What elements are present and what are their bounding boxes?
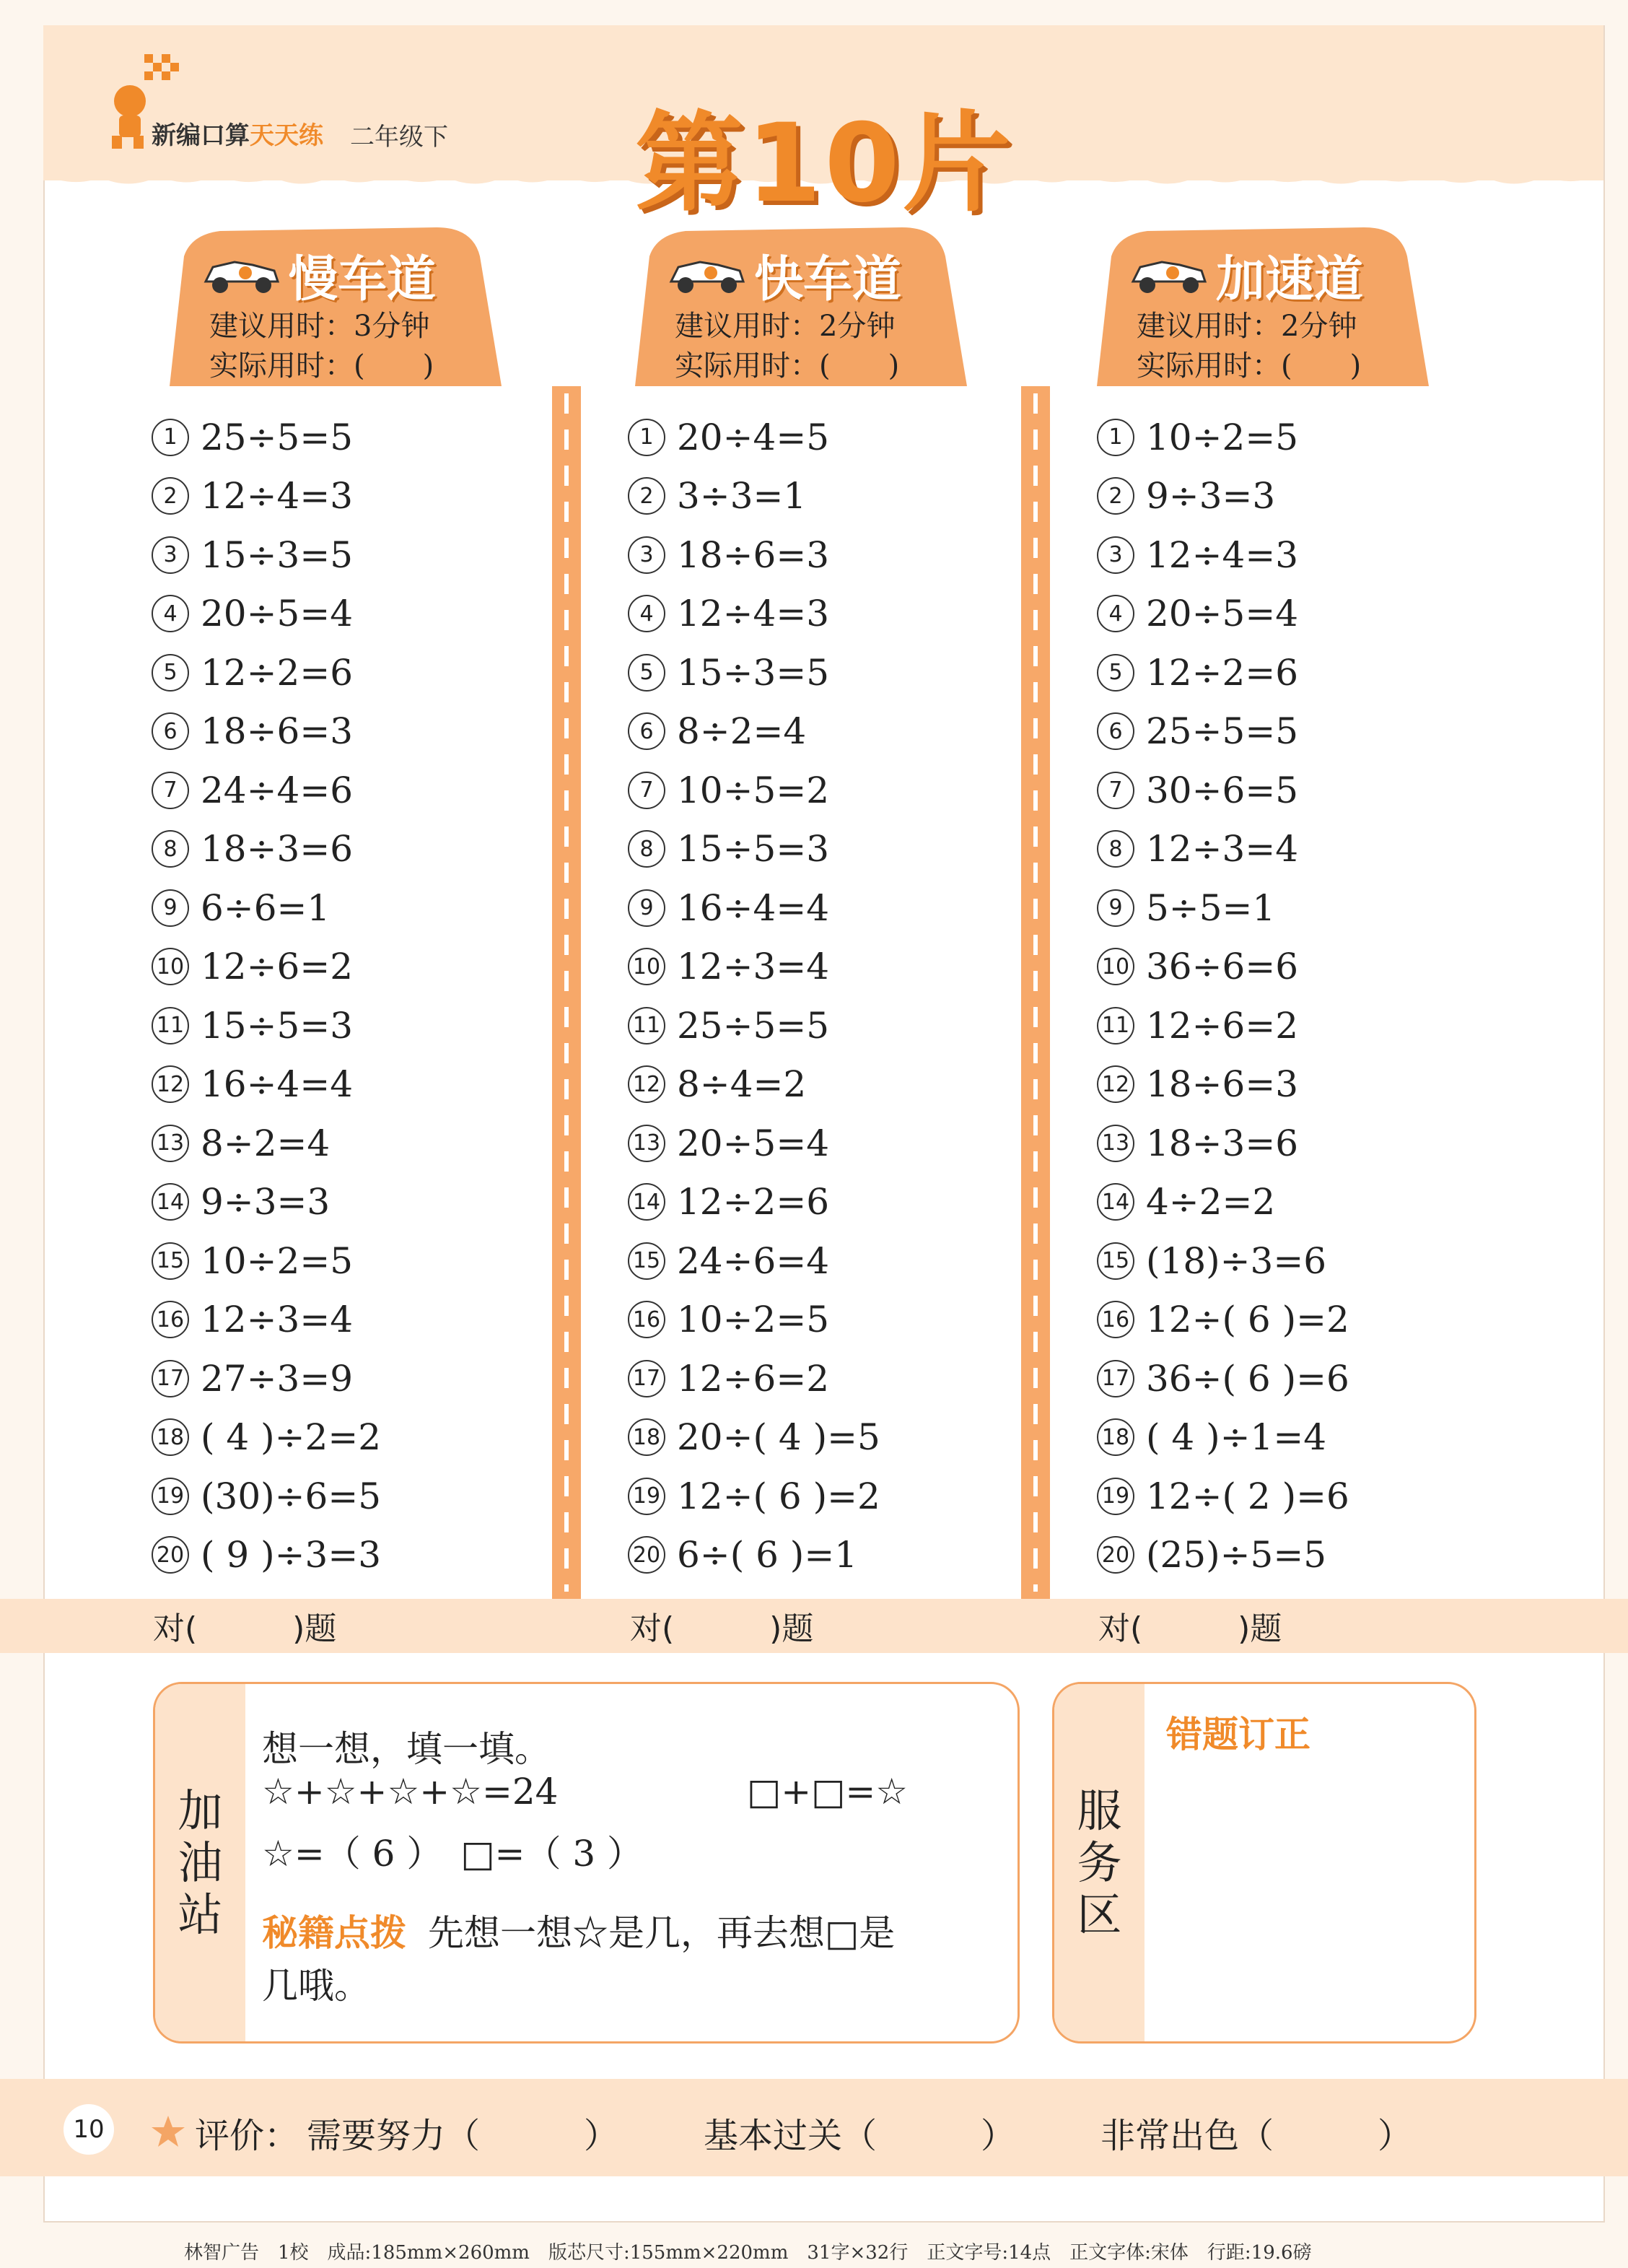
problem-equation: 16÷4=4 (201, 1063, 354, 1106)
problem-item (1097, 996, 1501, 1055)
problem-equation: 18÷6=3 (677, 533, 830, 576)
problem-number: 15 (628, 1242, 665, 1280)
problem-number: 11 (152, 1007, 189, 1044)
problem-number: 6 (152, 712, 189, 750)
problem-number: 20 (1097, 1536, 1134, 1574)
problem-list-accelerate-lane (1097, 408, 1501, 1584)
tip-text: 先想一想☆是几，再去想□是 (428, 1912, 896, 1954)
problem-equation: 12÷6=2 (1146, 1004, 1299, 1047)
boost-station-box (153, 1682, 1020, 2044)
problem-item (628, 467, 1032, 526)
problem-item (628, 1173, 1032, 1232)
evaluation-label: 评价： (195, 2116, 299, 2156)
problem-equation: 6÷( 6 )=1 (677, 1534, 858, 1576)
problem-item (628, 1408, 1032, 1467)
problem-equation: (30)÷6=5 (201, 1475, 382, 1517)
problem-item (628, 1055, 1032, 1115)
boost-equation-2: □+□=☆ (747, 1771, 909, 1813)
problem-number: 5 (152, 654, 189, 692)
section-name: 快车道 (754, 251, 902, 308)
problem-number: 11 (628, 1007, 665, 1044)
problem-item (1097, 585, 1501, 644)
problem-equation: 8÷2=4 (201, 1122, 331, 1164)
problem-number: 4 (1097, 595, 1134, 632)
evaluation-needs-effort: 需要努力（ ） (307, 2116, 619, 2156)
problem-item (628, 938, 1032, 997)
problem-equation: (18)÷3=6 (1146, 1239, 1327, 1282)
problem-number: 10 (628, 948, 665, 985)
problem-equation: 36÷6=6 (1146, 946, 1299, 988)
problem-item (152, 702, 556, 762)
problem-number: 10 (152, 948, 189, 985)
problem-equation: 15÷3=5 (677, 651, 830, 694)
problem-number: 12 (152, 1065, 189, 1103)
problem-item (1097, 1173, 1501, 1232)
series-title: 新编口算天天练 (152, 121, 323, 150)
problem-number: 15 (1097, 1242, 1134, 1280)
evaluation-excellent: 非常出色（ ） (1100, 2116, 1413, 2156)
problem-equation: 12÷3=4 (201, 1299, 354, 1341)
problem-number: 7 (1097, 772, 1134, 809)
problem-number: 18 (152, 1418, 189, 1456)
problem-item (628, 525, 1032, 585)
print-spec-footer: 林智广告 1校 成品:185mm×260mm 版芯尺寸:155mm×220mm 31字×32行 正文字号:14点 正文字体:宋体 行距:19.6磅 (184, 2242, 1312, 2264)
problem-item (152, 878, 556, 938)
section-tab-fast-lane (628, 220, 967, 386)
problem-equation: ( 4 )÷2=2 (201, 1416, 382, 1459)
problem-item (628, 1114, 1032, 1173)
problem-number: 19 (1097, 1478, 1134, 1515)
series-title-accent: 天天练 (250, 121, 323, 150)
problem-item (628, 643, 1032, 702)
problem-item (1097, 761, 1501, 820)
problem-equation: 12÷2=6 (1146, 651, 1299, 694)
problem-item (1097, 1055, 1501, 1115)
tip-text-continued: 几哦。 (262, 1965, 370, 2007)
problem-equation: ( 4 )÷1=4 (1146, 1416, 1327, 1459)
problem-number: 9 (628, 889, 665, 927)
problem-equation: 27÷3=9 (201, 1357, 354, 1400)
problem-item (1097, 938, 1501, 997)
problem-equation: (25)÷5=5 (1146, 1534, 1327, 1576)
problem-equation: 16÷4=4 (677, 886, 830, 929)
problem-equation: 12÷3=4 (677, 946, 830, 988)
problem-equation: 3÷3=1 (677, 475, 807, 518)
problem-item (152, 996, 556, 1055)
problem-item (628, 996, 1032, 1055)
problem-equation: 20÷5=4 (201, 593, 354, 635)
problem-equation: 12÷3=4 (1146, 828, 1299, 871)
problem-number: 3 (152, 536, 189, 574)
problem-item (1097, 643, 1501, 702)
service-area-box (1052, 1682, 1476, 2044)
problem-item (152, 1467, 556, 1526)
problem-number: 2 (152, 477, 189, 515)
problem-number: 17 (628, 1360, 665, 1397)
problem-item (1097, 1467, 1501, 1526)
problem-item (628, 1349, 1032, 1408)
problem-number: 19 (152, 1478, 189, 1515)
problem-number: 1 (628, 419, 665, 456)
problem-equation: 15÷5=3 (677, 828, 830, 871)
section-tab-accelerate-lane (1090, 220, 1429, 386)
problem-item (152, 643, 556, 702)
problem-number: 7 (152, 772, 189, 809)
problem-item (628, 408, 1032, 467)
actual-time: 实际用时：( ) (209, 349, 434, 383)
problem-number: 13 (152, 1125, 189, 1162)
suggested-time: 建议用时：3分钟 (209, 310, 430, 343)
problem-equation: 10÷2=5 (677, 1299, 830, 1341)
tip-label: 秘籍点拨 (262, 1912, 406, 1954)
problem-number: 5 (1097, 654, 1134, 692)
suggested-time: 建议用时：2分钟 (1137, 310, 1357, 343)
problem-number: 12 (1097, 1065, 1134, 1103)
score-fast-lane: 对( )题 (630, 1610, 814, 1647)
problem-equation: 20÷4=5 (677, 416, 830, 458)
problem-number: 8 (1097, 830, 1134, 868)
problem-number: 18 (628, 1418, 665, 1456)
problem-equation: 9÷3=3 (201, 1181, 331, 1224)
problem-item (152, 1526, 556, 1585)
problem-number: 20 (152, 1536, 189, 1574)
problem-item (628, 820, 1032, 879)
problem-number: 6 (628, 712, 665, 750)
problem-number: 18 (1097, 1418, 1134, 1456)
problem-number: 7 (628, 772, 665, 809)
problem-item (152, 1408, 556, 1467)
problem-number: 6 (1097, 712, 1134, 750)
problem-item (1097, 525, 1501, 585)
problem-list-fast-lane (628, 408, 1032, 1584)
problem-number: 11 (1097, 1007, 1134, 1044)
problem-equation: 10÷2=5 (201, 1239, 354, 1282)
grade-label: 二年级下 (350, 123, 448, 152)
problem-equation: 12÷4=3 (201, 475, 354, 518)
problem-number: 1 (1097, 419, 1134, 456)
problem-number: 17 (1097, 1360, 1134, 1397)
problem-item (1097, 1291, 1501, 1350)
problem-item (1097, 702, 1501, 762)
problem-item (628, 878, 1032, 938)
problem-equation: 12÷4=3 (677, 593, 830, 635)
score-slow-lane: 对( )题 (153, 1610, 337, 1647)
problem-equation: 20÷5=4 (1146, 593, 1299, 635)
problem-item (628, 1291, 1032, 1350)
problem-item (628, 1231, 1032, 1291)
problem-item (152, 1055, 556, 1115)
race-car-icon (668, 249, 747, 296)
race-car-icon (1129, 249, 1209, 296)
problem-number: 13 (1097, 1125, 1134, 1162)
boost-answer: ☆=（ 6 ） □=（ 3 ） (262, 1833, 644, 1875)
problem-item (152, 1173, 556, 1232)
problem-equation: 30÷6=5 (1146, 769, 1299, 811)
problem-equation: 25÷5=5 (677, 1004, 830, 1047)
problem-number: 8 (152, 830, 189, 868)
problem-number: 14 (152, 1183, 189, 1221)
boost-side-label: 加 油 站 (178, 1784, 223, 1941)
problem-equation: 8÷2=4 (677, 710, 807, 753)
problem-equation: 12÷( 2 )=6 (1146, 1475, 1349, 1517)
problem-item (152, 761, 556, 820)
actual-time: 实际用时：( ) (1137, 349, 1362, 383)
problem-item (152, 1231, 556, 1291)
problem-equation: 10÷5=2 (677, 769, 830, 811)
problem-equation: 5÷5=1 (1146, 886, 1276, 929)
section-name: 加速道 (1216, 251, 1364, 308)
problem-item (628, 761, 1032, 820)
worksheet-title: 第10片 (635, 101, 1014, 227)
problem-number: 10 (1097, 948, 1134, 985)
column-divider (552, 386, 581, 1599)
problem-equation: 12÷( 6 )=2 (1146, 1299, 1349, 1341)
problem-equation: 4÷2=2 (1146, 1181, 1276, 1224)
problem-equation: 18÷6=3 (201, 710, 354, 753)
section-tab-slow-lane (162, 220, 502, 386)
problem-item (152, 820, 556, 879)
problem-number: 3 (628, 536, 665, 574)
problem-item (152, 408, 556, 467)
problem-number: 13 (628, 1125, 665, 1162)
problem-equation: 25÷5=5 (1146, 710, 1299, 753)
problem-equation: 15÷5=3 (201, 1004, 354, 1047)
problem-equation: 12÷4=3 (1146, 533, 1299, 576)
problem-item (1097, 408, 1501, 467)
evaluation-basic-pass: 基本过关（ ） (704, 2116, 1016, 2156)
problem-equation: 18÷3=6 (201, 828, 354, 871)
problem-number: 19 (628, 1478, 665, 1515)
problem-item (152, 1114, 556, 1173)
problem-equation: 12÷( 6 )=2 (677, 1475, 880, 1517)
problem-item (628, 1526, 1032, 1585)
problem-equation: 24÷6=4 (677, 1239, 830, 1282)
problem-item (152, 1349, 556, 1408)
problem-number: 14 (628, 1183, 665, 1221)
problem-item (1097, 820, 1501, 879)
problem-equation: 9÷3=3 (1146, 475, 1276, 518)
problem-item (1097, 1526, 1501, 1585)
problem-number: 1 (152, 419, 189, 456)
problem-equation: 18÷3=6 (1146, 1122, 1299, 1164)
star-icon (150, 2114, 186, 2150)
error-correction-title: 错题订正 (1166, 1714, 1310, 1755)
problem-number: 4 (628, 595, 665, 632)
problem-equation: 15÷3=5 (201, 533, 354, 576)
problem-number: 16 (1097, 1301, 1134, 1338)
problem-item (628, 702, 1032, 762)
problem-item (1097, 467, 1501, 526)
problem-item (1097, 1114, 1501, 1173)
problem-number: 8 (628, 830, 665, 868)
problem-equation: 12÷6=2 (201, 946, 354, 988)
boost-tip (262, 1904, 895, 1956)
problem-list-slow-lane (152, 408, 556, 1584)
problem-number: 20 (628, 1536, 665, 1574)
problem-item (152, 585, 556, 644)
problem-item (628, 1467, 1032, 1526)
problem-equation: 18÷6=3 (1146, 1063, 1299, 1106)
problem-item (628, 585, 1032, 644)
problem-equation: 20÷5=4 (677, 1122, 830, 1164)
race-car-icon (202, 249, 281, 296)
problem-number: 9 (152, 889, 189, 927)
boost-equation-1: ☆+☆+☆+☆=24 (262, 1771, 559, 1813)
page-number: 10 (64, 2104, 114, 2155)
problem-item (1097, 878, 1501, 938)
problem-number: 2 (628, 477, 665, 515)
problem-item (1097, 1349, 1501, 1408)
problem-number: 14 (1097, 1183, 1134, 1221)
section-name: 慢车道 (289, 251, 437, 308)
problem-number: 17 (152, 1360, 189, 1397)
suggested-time: 建议用时：2分钟 (675, 310, 896, 343)
problem-number: 2 (1097, 477, 1134, 515)
service-side-label: 服 务 区 (1077, 1784, 1122, 1941)
problem-item (1097, 1408, 1501, 1467)
problem-equation: 20÷( 4 )=5 (677, 1416, 880, 1459)
problem-equation: 12÷6=2 (677, 1357, 830, 1400)
problem-equation: 24÷4=6 (201, 769, 354, 811)
score-accelerate-lane: 对( )题 (1098, 1610, 1282, 1647)
problem-number: 12 (628, 1065, 665, 1103)
problem-item (152, 1291, 556, 1350)
problem-equation: 6÷6=1 (201, 886, 331, 929)
problem-item (152, 467, 556, 526)
problem-equation: 36÷( 6 )=6 (1146, 1357, 1349, 1400)
problem-number: 3 (1097, 536, 1134, 574)
problem-number: 9 (1097, 889, 1134, 927)
problem-item (152, 525, 556, 585)
problem-number: 15 (152, 1242, 189, 1280)
problem-item (1097, 1231, 1501, 1291)
problem-equation: 10÷2=5 (1146, 416, 1299, 458)
problem-item (152, 938, 556, 997)
actual-time: 实际用时：( ) (675, 349, 900, 383)
boost-instruction: 想一想，填一填。 (262, 1728, 551, 1770)
problem-equation: 12÷2=6 (677, 1181, 830, 1224)
problem-number: 4 (152, 595, 189, 632)
problem-number: 16 (628, 1301, 665, 1338)
problem-number: 16 (152, 1301, 189, 1338)
problem-number: 5 (628, 654, 665, 692)
problem-equation: 25÷5=5 (201, 416, 354, 458)
problem-equation: ( 9 )÷3=3 (201, 1534, 382, 1576)
problem-equation: 12÷2=6 (201, 651, 354, 694)
problem-equation: 8÷4=2 (677, 1063, 807, 1106)
